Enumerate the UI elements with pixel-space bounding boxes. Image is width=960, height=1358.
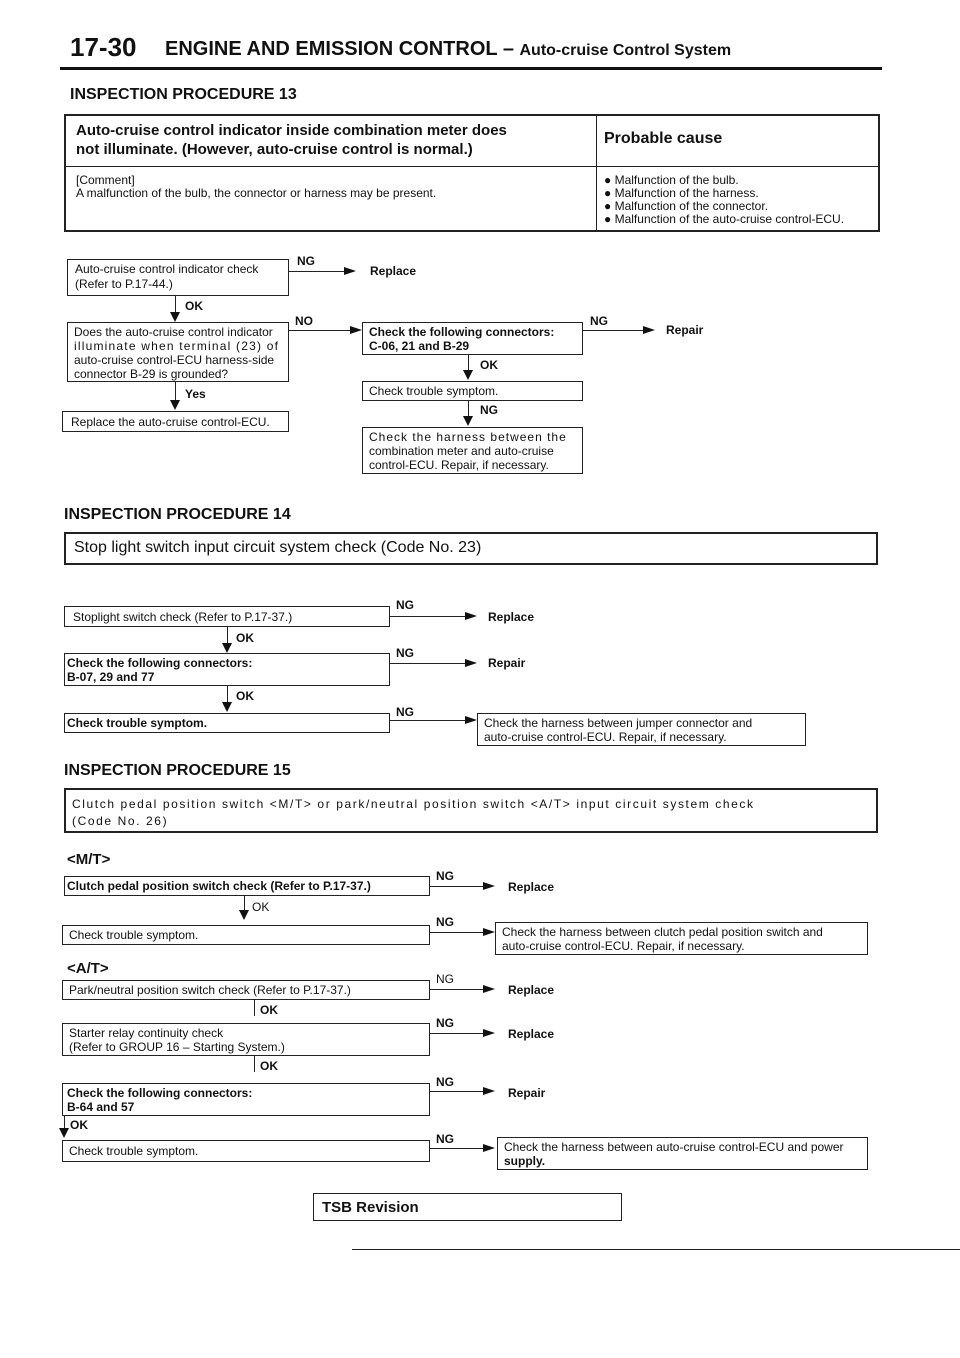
mt-ok1-label: OK bbox=[252, 900, 270, 914]
at-ok1-label: OK bbox=[260, 1003, 278, 1017]
at-ng4-arrow bbox=[483, 1144, 495, 1152]
p14-ng2-label: NG bbox=[396, 646, 414, 660]
p13-yes-line bbox=[175, 382, 176, 400]
p13-step-check-symptom bbox=[362, 381, 583, 401]
p14-repair1: Repair bbox=[488, 656, 526, 670]
p13-symptom bbox=[76, 121, 507, 159]
p13-symptom-line2: not illuminate. (However, auto-cruise control is normal.) bbox=[76, 141, 473, 158]
page-title bbox=[165, 38, 731, 61]
at-result-box bbox=[497, 1137, 868, 1170]
at-ok3-line bbox=[64, 1116, 65, 1128]
comment-text: A malfunction of the bulb, the connector or harness may be present. bbox=[76, 186, 437, 200]
mt-ng1-line bbox=[430, 886, 483, 887]
p13-step-replace-ecu bbox=[62, 411, 289, 432]
p14-replace1: Replace bbox=[488, 610, 535, 624]
page-number: 17-30 bbox=[70, 32, 137, 62]
mt-ng1-arrow bbox=[483, 882, 495, 890]
p13-ok2-label: OK bbox=[480, 358, 498, 372]
p14-step3-text: Check trouble symptom. bbox=[67, 716, 208, 730]
tsb-revision-label: TSB Revision bbox=[322, 1199, 419, 1216]
mt-result-box bbox=[495, 922, 868, 955]
p14-ng1-label: NG bbox=[396, 598, 414, 612]
mt-result-line: auto-cruise control-ECU. Repair, if necessary. bbox=[502, 939, 745, 953]
at-step1-text: Park/neutral position switch check (Refer to P.17-37.) bbox=[69, 983, 351, 997]
mt-label: <M/T> bbox=[67, 851, 111, 868]
p13-step4-text: Check trouble symptom. bbox=[369, 384, 499, 398]
at-ok2-label: OK bbox=[260, 1059, 278, 1073]
at-replace1: Replace bbox=[508, 983, 555, 997]
p14-ng1-line bbox=[390, 616, 465, 617]
footer-rule bbox=[352, 1249, 960, 1250]
at-ng4-line bbox=[430, 1148, 483, 1149]
p13-no-line bbox=[289, 330, 350, 331]
at-ok1-line bbox=[254, 1000, 255, 1016]
p13-symptom-table bbox=[64, 114, 880, 232]
p15-symptom-box bbox=[64, 788, 878, 833]
header-rule bbox=[60, 67, 882, 70]
p13-step-check-connectors bbox=[362, 322, 583, 355]
at-replace2: Replace bbox=[508, 1027, 555, 1041]
page-title-main: ENGINE AND EMISSION CONTROL bbox=[165, 38, 498, 60]
at-step2-line: Starter relay continuity check bbox=[69, 1026, 224, 1040]
p13-causes-list bbox=[604, 174, 844, 226]
p13-ng1-label: NG bbox=[297, 254, 315, 268]
p13-step2-line: auto-cruise control-ECU harness-side bbox=[74, 353, 275, 367]
at-result-line: Check the harness between auto-cruise control-ECU and power bbox=[504, 1140, 844, 1154]
p13-step-check-harness bbox=[362, 427, 583, 474]
p13-ok1-label: OK bbox=[185, 299, 203, 313]
p14-ng2-line bbox=[390, 663, 465, 664]
cause-item: ● Malfunction of the auto-cruise control-ECU. bbox=[604, 212, 845, 226]
at-step4-text: Check trouble symptom. bbox=[69, 1144, 199, 1158]
at-ok3-arrow bbox=[59, 1128, 69, 1138]
mt-ok1-arrow bbox=[239, 910, 249, 920]
cause-item: ● Malfunction of the connector. bbox=[604, 199, 769, 213]
p13-ng2-line bbox=[583, 330, 643, 331]
p13-ng1-line bbox=[289, 271, 344, 272]
p13-step2-line: connector B-29 is grounded? bbox=[74, 367, 229, 381]
p13-repair1: Repair bbox=[666, 323, 704, 337]
at-step2-line: (Refer to GROUP 16 – Starting System.) bbox=[69, 1040, 285, 1054]
p14-symptom: Stop light switch input circuit system check (Code No. 23) bbox=[74, 539, 482, 556]
mt-step-check-symptom bbox=[62, 925, 430, 945]
cause-item: ● Malfunction of the bulb. bbox=[604, 173, 739, 187]
p13-step5-line: Check the harness between the bbox=[369, 430, 567, 444]
p13-step3-line1: Check the following connectors: bbox=[369, 325, 555, 339]
at-step-check-connectors bbox=[62, 1083, 430, 1116]
p14-ng2-arrow bbox=[465, 659, 477, 667]
p14-step-check-symptom bbox=[64, 713, 390, 733]
p13-ng3-label: NG bbox=[480, 403, 498, 417]
p13-replace-ecu-text: Replace the auto-cruise control-ECU. bbox=[71, 415, 270, 429]
p13-yes-arrow bbox=[170, 400, 180, 410]
at-ng4-label: NG bbox=[436, 1132, 454, 1146]
at-step-starter-relay bbox=[62, 1023, 430, 1056]
p13-step1-line1: Auto-cruise control indicator check bbox=[75, 262, 259, 276]
p14-ng3-label: NG bbox=[396, 705, 414, 719]
mt-replace: Replace bbox=[508, 880, 555, 894]
at-ng2-label: NG bbox=[436, 1016, 454, 1030]
p14-ok1-line bbox=[227, 627, 228, 643]
p14-step-stoplight-check bbox=[64, 606, 390, 627]
p13-ok1-line bbox=[175, 296, 176, 312]
probable-cause-label: Probable cause bbox=[604, 130, 723, 147]
p15-symptom-line2: (Code No. 26) bbox=[72, 814, 169, 828]
p13-ng3-line bbox=[468, 401, 469, 416]
p13-table-divider-h bbox=[66, 166, 878, 167]
p13-step5-line: combination meter and auto-cruise bbox=[369, 444, 554, 458]
mt-ng2-arrow bbox=[483, 928, 495, 936]
p14-ok2-line bbox=[227, 686, 228, 702]
p13-ok2-arrow bbox=[463, 370, 473, 380]
at-ng3-arrow bbox=[483, 1087, 495, 1095]
p13-symptom-line1: Auto-cruise control indicator inside combination meter does bbox=[76, 122, 507, 139]
procedure-13-heading: INSPECTION PROCEDURE 13 bbox=[70, 86, 297, 103]
p14-ok1-arrow bbox=[222, 643, 232, 653]
at-repair: Repair bbox=[508, 1086, 546, 1100]
p14-result-box bbox=[477, 713, 806, 746]
at-step-park-neutral-check bbox=[62, 980, 430, 1000]
p14-result-line: Check the harness between jumper connector and bbox=[484, 716, 753, 730]
comment-label: [Comment] bbox=[76, 173, 135, 187]
at-ng1-line bbox=[430, 989, 483, 990]
at-step-check-symptom bbox=[62, 1140, 430, 1162]
at-step3-line1: Check the following connectors: bbox=[67, 1086, 253, 1100]
mt-ok1-line bbox=[244, 896, 245, 910]
page-subtitle: Auto-cruise Control System bbox=[519, 42, 732, 59]
at-ng1-arrow bbox=[483, 985, 495, 993]
p14-ng3-arrow bbox=[465, 716, 477, 724]
p13-step-indicator-check bbox=[67, 259, 289, 296]
p13-ng2-label: NG bbox=[590, 314, 608, 328]
title-dash: – bbox=[502, 38, 514, 60]
p14-ng3-line bbox=[390, 720, 465, 721]
mt-step2-text: Check trouble symptom. bbox=[69, 928, 199, 942]
p13-ng1-arrow bbox=[344, 267, 356, 275]
p14-step2-line1: Check the following connectors: bbox=[67, 656, 253, 670]
mt-result-line: Check the harness between clutch pedal position switch and bbox=[502, 925, 823, 939]
p13-comment bbox=[76, 174, 436, 200]
at-ng3-label: NG bbox=[436, 1075, 454, 1089]
p14-ng1-arrow bbox=[465, 612, 477, 620]
p13-step2-line: illuminate when terminal (23) of bbox=[74, 339, 280, 353]
p14-step-check-connectors bbox=[64, 653, 390, 686]
procedure-15-heading: INSPECTION PROCEDURE 15 bbox=[64, 762, 291, 779]
p14-ok1-label: OK bbox=[236, 631, 254, 645]
p13-replace1: Replace bbox=[370, 264, 417, 278]
at-ok2-line bbox=[254, 1056, 255, 1072]
p15-symptom-line1: Clutch pedal position switch <M/T> or park/neutral position switch <A/T> input circuit system check bbox=[72, 797, 755, 811]
p13-yes-label: Yes bbox=[185, 387, 206, 401]
p14-step1-text: Stoplight switch check (Refer to P.17-37.) bbox=[73, 610, 293, 624]
p13-ok1-arrow bbox=[170, 312, 180, 322]
p14-step2-line2: B-07, 29 and 77 bbox=[67, 670, 155, 684]
at-ok3-label: OK bbox=[70, 1118, 88, 1132]
p13-no-arrow bbox=[350, 326, 362, 334]
at-ng2-arrow bbox=[483, 1029, 495, 1037]
p14-symptom-box bbox=[64, 532, 878, 565]
p14-result-line: auto-cruise control-ECU. Repair, if necessary. bbox=[484, 730, 727, 744]
tsb-revision-box bbox=[313, 1193, 622, 1221]
at-result-line: supply. bbox=[504, 1154, 546, 1168]
p13-no-label: NO bbox=[295, 314, 313, 328]
p13-ng3-arrow bbox=[463, 416, 473, 426]
p14-ok2-arrow bbox=[222, 702, 232, 712]
procedure-14-heading: INSPECTION PROCEDURE 14 bbox=[64, 506, 291, 523]
p13-step1-line2: (Refer to P.17-44.) bbox=[75, 277, 173, 291]
p13-table-divider-v bbox=[596, 116, 597, 230]
mt-step-clutch-check bbox=[64, 876, 430, 896]
p13-ok2-line bbox=[468, 355, 469, 370]
mt-step1-text: Clutch pedal position switch check (Refer to P.17-37.) bbox=[67, 879, 371, 893]
at-label: <A/T> bbox=[67, 960, 109, 977]
at-step3-line2: B-64 and 57 bbox=[67, 1100, 135, 1114]
cause-item: ● Malfunction of the harness. bbox=[604, 186, 759, 200]
p13-step5-line: control-ECU. Repair, if necessary. bbox=[369, 458, 549, 472]
mt-ng1-label: NG bbox=[436, 869, 454, 883]
p13-step3-line2: C-06, 21 and B-29 bbox=[369, 339, 470, 353]
p13-ng2-arrow bbox=[643, 326, 655, 334]
at-ng2-line bbox=[430, 1033, 483, 1034]
p13-step2-line: Does the auto-cruise control indicator bbox=[74, 325, 273, 339]
at-ng3-line bbox=[430, 1091, 483, 1092]
p14-ok2-label: OK bbox=[236, 689, 254, 703]
at-ng1-label: NG bbox=[436, 972, 454, 986]
p13-step-ground-test bbox=[67, 322, 289, 382]
mt-ng2-line bbox=[430, 932, 483, 933]
mt-ng2-label: NG bbox=[436, 915, 454, 929]
